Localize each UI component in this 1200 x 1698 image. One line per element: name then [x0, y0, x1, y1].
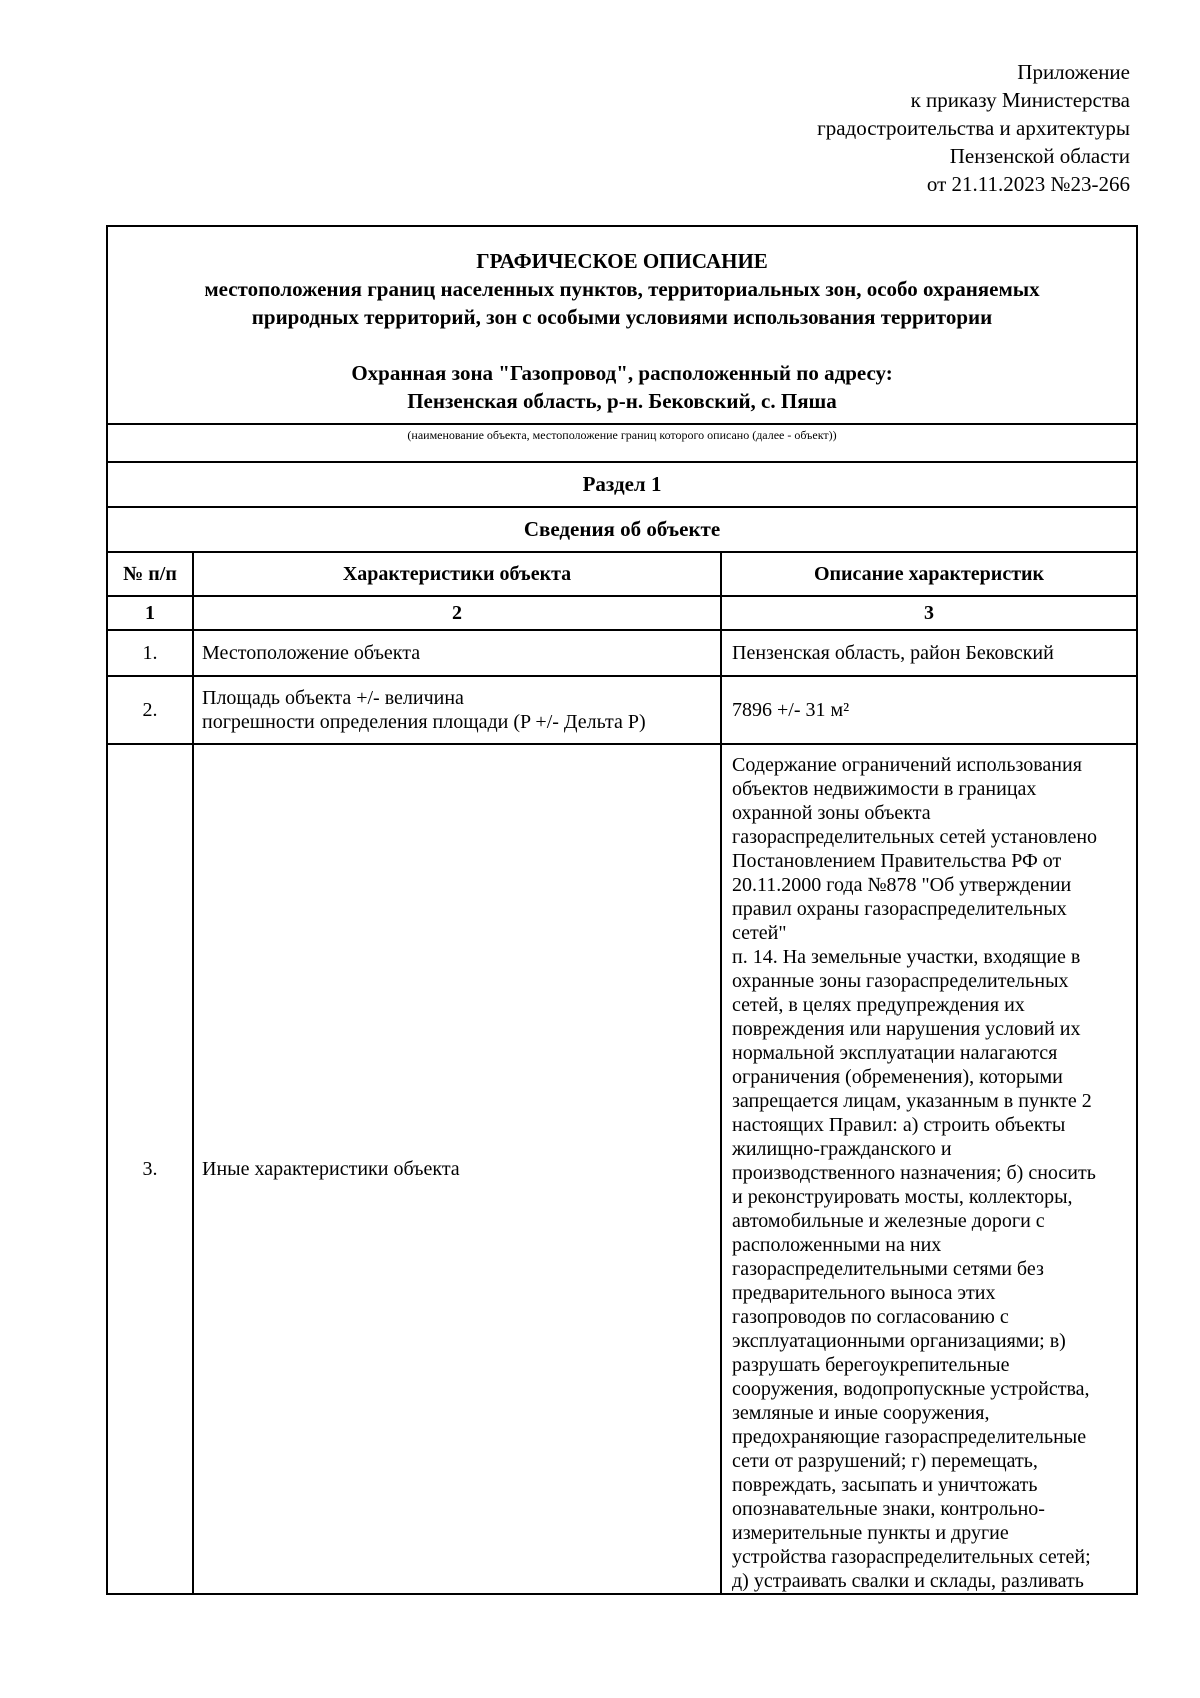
- column-number: 2: [193, 596, 721, 630]
- table-row: [107, 630, 1137, 676]
- column-number: 3: [721, 596, 1137, 630]
- row-description: 7896 +/- 31 м²: [721, 676, 1137, 744]
- row-characteristic: Иные характеристики объекта: [193, 744, 721, 1594]
- characteristic-line: Площадь объекта +/- величина: [202, 687, 464, 709]
- document-subtitle: природных территорий, зон с особыми условиями использования территории: [251, 305, 993, 329]
- appendix-line: к приказу Министерства: [910, 88, 1130, 112]
- document-title: ГРАФИЧЕСКОЕ ОПИСАНИЕ: [476, 249, 768, 273]
- column-header: Описание характеристик: [721, 552, 1137, 596]
- characteristic-line: погрешности определения площади (P +/- Дельта P): [202, 711, 646, 733]
- document-subtitle: местоположения границ населенных пунктов, территориальных зон, особо охраняемых: [204, 277, 1040, 301]
- appendix-line: от 21.11.2023 №23-266: [926, 172, 1130, 196]
- object-name: Охранная зона "Газопровод", расположенный по адресу:: [351, 361, 893, 385]
- column-header: Характеристики объекта: [193, 552, 721, 596]
- object-address: Пензенская область, р-н. Бековский, с. Пяша: [407, 389, 837, 413]
- appendix-line: Приложение: [1017, 60, 1130, 84]
- table-header-row: [107, 552, 1137, 596]
- row-description: [721, 744, 1137, 1594]
- row-number: 1.: [107, 630, 193, 676]
- appendix-line: градостроительства и архитектуры: [817, 116, 1130, 140]
- row-description: Пензенская область, район Бековский: [721, 630, 1137, 676]
- appendix-block: [817, 58, 1130, 198]
- column-number: 1: [107, 596, 193, 630]
- section-subtitle: Сведения об объекте: [107, 507, 1137, 552]
- row-characteristic: Местоположение объекта: [193, 630, 721, 676]
- document-header: [107, 226, 1137, 424]
- restrictions-text: Содержание ограничений использования объектов недвижимости в границах охранной зоны объекта газораспределительных сетей установлено Постановлением Правительства РФ от 20.11.2000 года №878 "Об утверждении правил охраны газораспределительных сетей" п. 14. На земельные участки, входящие в охранные зоны газораспределительных сетей, в целях предупреждения их повреждения или нарушения условий их нормальной эксплуатации налагаются ограничения (обременения), которыми запрещается лицам, указанным в пункте 2 настоящих Правил: а) строить объекты жилищно-гражданского и производственного назначения; б) сносить и реконструировать мосты, коллекторы, автомобильные и железные дороги с расположенными на них газораспределительными сетями без предварительного выноса этих газопроводов по согласованию с эксплуатационными организациями; в) разрушать берегоукрепительные сооружения, водопропускные устройства, земляные и иные сооружения, предохраняющие газораспределительные сети от разрушений; г) перемещать, повреждать, засыпать и уничтожать опознавательные знаки, контрольно- измерительные пункты и другие устройства газораспределительных сетей; д) устраивать свалки и склады, разливать: [732, 754, 1098, 1592]
- column-header: № п/п: [107, 552, 193, 596]
- table-row: [107, 676, 1137, 744]
- graphic-description-table: [106, 225, 1138, 1595]
- section-title: Раздел 1: [107, 462, 1137, 507]
- appendix-line: Пензенской области: [949, 144, 1130, 168]
- column-number-row: [107, 596, 1137, 630]
- row-number: 3.: [107, 744, 193, 1594]
- row-characteristic: [193, 676, 721, 744]
- table-row: [107, 744, 1137, 1594]
- object-caption: (наименование объекта, местоположение границ которого описано (далее - объект)): [107, 424, 1137, 462]
- row-number: 2.: [107, 676, 193, 744]
